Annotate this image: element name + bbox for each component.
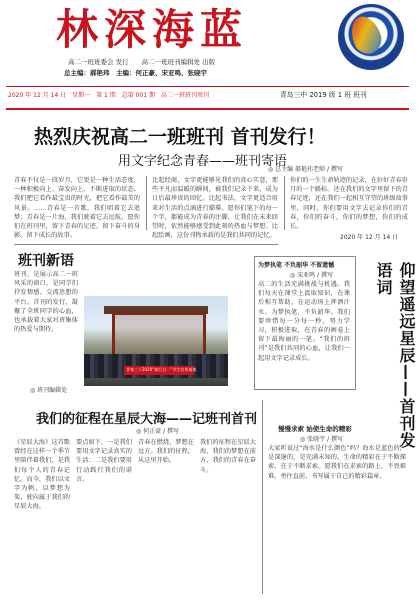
publisher-line: 高二一班班委会 发行 高二一班班刊编辑处 出版 bbox=[68, 58, 216, 66]
article-byline: ◎ 何正豪 / 撰写 bbox=[136, 428, 179, 435]
news-text: 班刊，是展示高二一班风采的窗口，是同学们抒发情感、交流思想的平台。首刊的发行，凝聚了全班同学的心血，也承载着大家对班集体的热爱与期待。 bbox=[14, 271, 78, 334]
masthead-rule-thick bbox=[6, 108, 409, 110]
bottom-divider bbox=[262, 400, 263, 594]
lead-col2: 比起经商，文字更能够见我们的真心实意，那些平凡而温暖的瞬间，被我们记录下来，成为日后最珍贵的回忆。比起书法，文字更适合用来对生活的点滴进行描摹。愿你们笔下的每一个字，都能成为青春的注脚，让我们在未来回望时，依然能够感受到此刻的热血与梦想。比起绘画，这份刊物承载的是我们共同的记忆。 bbox=[152, 177, 278, 240]
article-col1: 《星辰大海》这首歌曾经在这样一个季节里陪伴着我们，是我们每个人的青春记忆。而今，我们以文字为帆，以梦想为桨，驶向属于我们的星辰大海。 bbox=[14, 439, 70, 511]
lead-subhead: 用文字纪念青春——班刊寄语 bbox=[118, 154, 288, 169]
article-col3: 青春在燃烧，梦想在远方。我们的征程，从这里开始。 bbox=[138, 439, 194, 465]
lead-divider-2 bbox=[284, 176, 285, 230]
photo-gate bbox=[112, 312, 206, 357]
news-byline: ◎ 班刊编辑处 bbox=[30, 387, 68, 394]
issue-right: 青岛三中 2019 级 1 班 班刊 bbox=[280, 91, 367, 99]
article-col4: 我们的征程在星辰大海，我们的梦想在前方，我们的青春在奋斗。 bbox=[200, 439, 256, 474]
section-rule bbox=[14, 244, 278, 245]
article-title: 我们的征程在星辰大海——记班刊首刊 bbox=[36, 412, 258, 427]
bottom-right-text: 大家听说过“海水是什么颜色”吗？海水是蓝色的，是深邃的，是充满未知的。生命的精彩在于不断探索，在于不断求索。愿我们在求索的路上，不畏艰难，勇往直前，书写属于自己的精彩篇章。 bbox=[268, 445, 406, 480]
lead-col1: 青春不仅是一段岁月，它更是一种生活态度，一种积极向上、奋发向上、不断进取的状态。我们把它看作最宝贵的时光，把它看作最美的风景。……青春是一首歌，我们唱着它去追梦；青春是一片海，我们驶着它去远航。愿你们在班刊里，留下青春的足迹，留下奋斗的身影，留下成长的故事。 bbox=[14, 177, 140, 240]
news-title: 班刊新语 bbox=[18, 253, 74, 269]
photo-banner bbox=[124, 366, 197, 375]
side-title: 为梦执笔 不负韶华 不留遗憾 bbox=[258, 262, 335, 269]
side-text: 高二的生活充满挑战与机遇。我们每天在课堂上汲取知识，在课后相互帮助，在运动场上挥洒汗水。为梦执笔，不负韶华。我们要珍惜每一分每一秒，努力学习，积极进取，在青春的画卷上留下最绚丽的一笔。“我们的班刊”是我们共同的心血，让我们一起用文字记录成长。 bbox=[258, 281, 350, 362]
lead-byline: ◎ 总主编 郝艳玮老师 / 撰写 bbox=[268, 166, 343, 173]
article-col2: 要点如下，一是我们要用文字记录真实的生活；二是我们要用行动践行我们的诺言。 bbox=[76, 439, 132, 483]
masthead-title: 林深海蓝 bbox=[56, 5, 249, 54]
bottom-right-byline: ◎ 张晓宇 / 撰写 bbox=[300, 436, 343, 443]
editors-line: 总主编：郝艳玮 主编：何正豪、宋亚鸣、张晓宇 bbox=[64, 69, 207, 77]
lead-col3: 你们的一生生命轨迹的记录，在好好青春岁月的一个路标。还在我们的文字里留下的青春足迹，还在我们一起相互守望的班级故事里，同时，你们要用文字去记录你们的青春，你们的奋斗，你们的梦想，你们的成长。 bbox=[290, 177, 408, 231]
lead-date: 2020 年 12 月 14 日 bbox=[340, 234, 399, 241]
photo-banner-text: 青春三十2020“知行合一”学生宣传基地 bbox=[126, 367, 197, 372]
masthead-rule bbox=[6, 86, 409, 87]
class-photo bbox=[84, 296, 228, 386]
side-byline: ◎ 宋亚鸣 / 撰写 bbox=[290, 272, 333, 279]
bottom-right-title: 慢慢求索 始使生命的精彩 bbox=[278, 425, 352, 433]
lead-divider-1 bbox=[146, 176, 147, 230]
lead-headline: 热烈庆祝高二一班班刊 首刊发行！ bbox=[34, 126, 326, 148]
vertical-title: 仰望遥远星辰——首刊发语词 bbox=[374, 262, 416, 449]
issue-info: 2020 年 12 月 14 日 星期一 第 1 期 总第 001 期 高二一班班刊周刊 bbox=[8, 92, 209, 99]
